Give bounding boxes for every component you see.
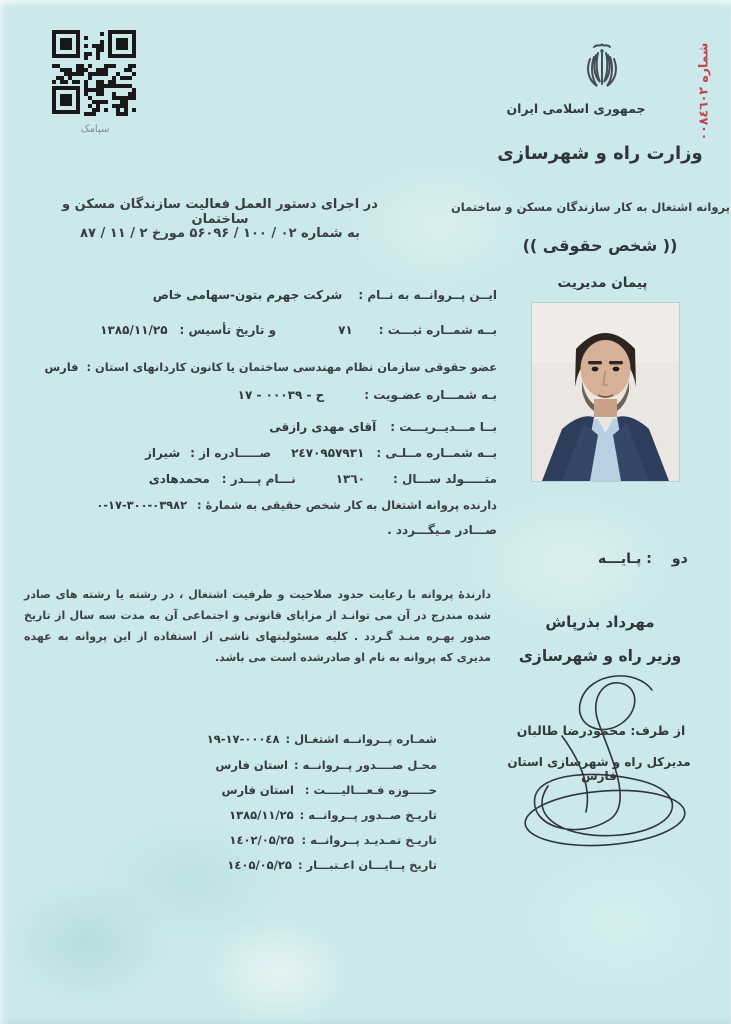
field-value: محمدهادی [148,472,210,486]
field-label: تاریـخ صــدور پــروانــه : [299,808,437,822]
deputy-title: مدیرکل راه و شهرسازی استان فارس [507,755,691,783]
serial-number: شماره ۰۰۸٤٦۰۲ [695,42,711,141]
field-label: صـــــادره از : [190,446,272,460]
field-row-individual-license [96,498,497,512]
field-row-manager [269,420,497,434]
field-value: فارس [44,360,79,374]
field-label: ایــن پــروانــه به نــام : [358,288,497,302]
field-row-name [153,288,497,302]
field-row-national-id [145,446,497,460]
field-value: ۲٤۷۰۹۵۷۹۳۱ [291,446,365,460]
field-label: حـــــوزه فـعـــالیــــت : [304,783,437,797]
field-value: ۱٤۰۲/۰۵/۲۵ [229,833,294,847]
qr-caption: سپامک [80,124,110,135]
field-value: ۱۹-۱۷-۰۰۰٤۸ [206,732,280,746]
bottom-field-row [176,783,437,797]
field-label: بــه شمــاره مــلـی : [376,446,497,460]
grade-label: پـایـــه : [598,551,652,567]
license-title: پروانه اشتغال به کار سازندگان مسکن و ساختمان [450,200,730,214]
bottom-field-row [176,833,437,847]
field-value: ۱۳٦۰ [335,472,366,486]
bottom-field-row [174,858,437,872]
field-label: بـه شمـــاره عضـویت : [364,388,497,402]
field-value: استان فارس [215,758,288,772]
iran-emblem-icon [583,42,621,94]
grade-row [598,551,710,567]
minister-title: وزیر راه و شهرسازی [518,647,682,665]
republic-title: جمهوری اسلامی ایران [506,101,646,116]
on-behalf-text: از طرف: محمودرضا طالبان [516,723,686,738]
field-value: شرکت جهرم بتون-سهامی خاص [152,288,343,302]
field-label: تاریـخ تمـدیـد پــروانــه : [301,833,437,847]
bottom-field-row [170,758,437,772]
field-row-birth-year [149,472,497,486]
field-value: آقای مهدی رازقی [269,420,377,434]
field-label: عضو حقوقی سازمان نظام مهندسی ساختمان یا کانون کاردانهای استان : [86,360,497,374]
field-value: ۱۳۸۵/۱۱/۲۵ [229,808,294,822]
field-label: تاریخ پــایـــان اعـتبـــار : [297,858,437,872]
field-row-registration [100,323,497,337]
field-label: بــه شمــاره ثبـــت : [378,323,497,337]
field-row-membership-number [238,388,497,402]
field-row-issued-line [387,523,497,537]
field-label: و تاریخ تأسیس : [179,323,277,337]
field-label: دارنده پروانه اشتغال به کار شخص حقیقی به شمارهٔ : [197,498,497,512]
field-value: ۱۷ - ح - ۰۰۰۳۹ [237,388,325,402]
directive-line-2: به شماره ۰۲ / ۱۰۰ / ۵۶۰۹۶ مورخ ۲ / ۱۱ / ۸۷ [80,226,360,241]
directive-line-1: در اجرای دستور العمل فعالیت سازندگان مسکن و ساختمان [62,197,378,227]
field-value: ۷۱ [338,323,353,337]
minister-name: مهرداد بذرپاش [545,613,655,631]
field-label: صـــادر مـیگـــردد . [387,523,497,537]
field-row-membership [44,360,497,374]
ministry-title: وزارت راه و شهرسازی [497,143,703,164]
field-value: استان فارس [221,783,294,797]
field-value: شیراز [144,446,181,460]
field-label: بــا مـــدیــریـــت : [390,420,497,434]
field-label: نـــام پـــدر : [221,472,296,486]
contract-type: پیمان مدیریت [557,275,648,291]
entity-type: (( شخص حقوقی )) [522,236,678,255]
qr-code [52,30,138,118]
bottom-field-row [176,808,437,822]
bottom-field-row [161,732,437,746]
field-value: ۱٤۰۵/۰۵/۲۵ [227,858,292,872]
field-label: محـل صــــدور پــروانــه : [293,758,437,772]
grade-value: دو [671,551,688,567]
field-label: شمـاره پــروانــه اشتغـال : [285,732,437,746]
field-value: ۰-۱۷-۳۰۰-۰۳۹۸۲ [96,498,188,512]
field-label: متـــــولد ســـال : [393,472,497,486]
portrait-photo [532,303,679,481]
disclaimer-text: دارندهٔ پروانه با رعایت حدود صلاحیت و ظرفیت اشتغال ، در رشته یا رشته های صادر شده مندرج در آن می توانـد از مزایای قانونی و اجتماعی آن به مدت سه سال از تاریخ صدور بهـره منـد گـردد . کلیه مسئولیتهای ناشی از استفاده از این پروانه به عهده مدیری که پروانه به نام او صادرشده است می باشد. [24,588,491,664]
field-value: ۱۳۸۵/۱۱/۲۵ [100,323,168,337]
